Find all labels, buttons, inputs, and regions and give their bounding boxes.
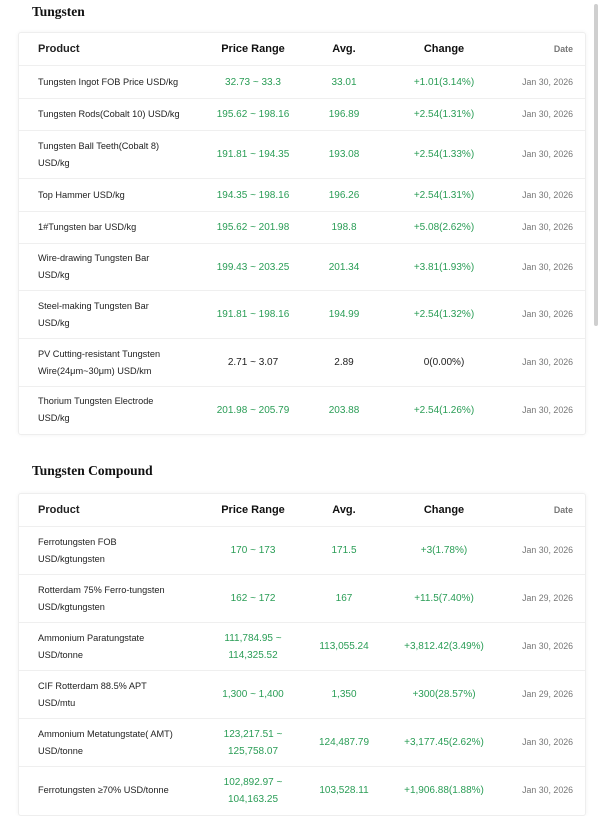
product-name[interactable]: Steel-making Tungsten Bar USD/kg — [38, 300, 149, 328]
product-name[interactable]: Ammonium Paratungstate USD/tonne — [38, 632, 145, 660]
product-name[interactable]: Tungsten Ball Teeth(Cobalt 8) USD/kg — [38, 140, 160, 168]
table-row[interactable] — [19, 244, 585, 291]
price-range: 162 ~ 172 — [197, 575, 309, 623]
table-row[interactable] — [19, 387, 585, 434]
price-change: +2.54(1.32%) — [379, 291, 491, 339]
table-row[interactable] — [19, 767, 585, 815]
product-name[interactable]: Wire-drawing Tungsten Bar USD/kg — [38, 253, 150, 280]
header-change[interactable]: Change — [379, 494, 491, 527]
table-row[interactable] — [19, 99, 585, 131]
price-date: Jan 30, 2026 — [491, 291, 585, 339]
price-change: +300(28.57%) — [379, 671, 491, 719]
avg-price: 171.5 — [309, 527, 379, 575]
price-range: 191.81 ~ 198.16 — [197, 291, 309, 339]
price-change: +3(1.78%) — [379, 527, 491, 575]
price-table — [19, 33, 585, 434]
price-change: +3,177.45(2.62%) — [379, 719, 491, 767]
avg-price: 1,350 — [309, 671, 379, 719]
table-row[interactable] — [19, 291, 585, 339]
header-avg[interactable]: Avg. — [309, 33, 379, 66]
table-row[interactable] — [19, 339, 585, 387]
price-change: +11.5(7.40%) — [379, 575, 491, 623]
price-range: 199.43 ~ 203.25 — [197, 244, 309, 291]
avg-price: 203.88 — [328, 404, 360, 416]
product-name[interactable]: Tungsten Rods(Cobalt 10) USD/kg — [38, 109, 180, 119]
price-range: 195.62 ~ 201.98 — [197, 212, 309, 244]
price-change: 0(0.00%) — [379, 339, 491, 387]
price-change: +1.01(3.14%) — [379, 66, 491, 99]
price-change: +3,812.42(3.49%) — [379, 623, 491, 671]
avg-price: 201.34 — [309, 244, 379, 291]
header-price-range[interactable]: Price Range — [197, 33, 309, 66]
price-change: +1,906.88(1.88%) — [404, 785, 484, 797]
price-range: 32.73 ~ 33.3 — [197, 66, 309, 99]
avg-price: 196.26 — [309, 179, 379, 212]
price-change: +2.54(1.31%) — [379, 99, 491, 131]
product-name[interactable]: Ferrotungsten ≥70% USD/tonne — [38, 785, 169, 796]
price-date: Jan 30, 2026 — [491, 623, 585, 671]
price-table-card — [18, 493, 586, 816]
header-change[interactable]: Change — [379, 33, 491, 66]
product-name[interactable]: Ammonium Metatungstate( AMT) USD/tonne — [38, 728, 173, 756]
price-range: 201.98 ~ 205.79 — [216, 404, 290, 416]
scrollbar[interactable] — [594, 4, 598, 326]
product-name[interactable]: Top Hammer USD/kg — [38, 189, 125, 200]
price-range: 2.71 ~ 3.07 — [197, 339, 309, 387]
header-product[interactable]: Product — [19, 33, 197, 66]
price-date: Jan 30, 2026 — [491, 179, 585, 212]
price-change: +2.54(1.31%) — [379, 179, 491, 212]
table-row[interactable] — [19, 623, 585, 671]
price-range: 111,784.95 ~ 114,325.52 — [224, 632, 282, 661]
table-row[interactable] — [19, 671, 585, 719]
price-date: Jan 30, 2026 — [491, 527, 585, 575]
price-table — [19, 494, 585, 815]
price-date: Jan 30, 2026 — [491, 66, 585, 99]
price-date: Jan 29, 2026 — [491, 671, 585, 719]
avg-price: 33.01 — [309, 66, 379, 99]
price-range: 170 ~ 173 — [197, 527, 309, 575]
product-name[interactable]: Tungsten Ingot FOB Price USD/kg — [38, 76, 179, 87]
price-range: 194.35 ~ 198.16 — [197, 179, 309, 212]
header-product[interactable]: Product — [19, 494, 197, 527]
table-row[interactable] — [19, 131, 585, 179]
avg-price: 194.99 — [309, 291, 379, 339]
price-change: +2.54(1.33%) — [379, 131, 491, 179]
table-header-row — [19, 494, 585, 527]
product-name[interactable]: PV Cutting-resistant Tungsten Wire(24μm~30μm) USD/km — [38, 348, 161, 376]
price-range: 191.81 ~ 194.35 — [197, 131, 309, 179]
product-name[interactable]: Ferrotungsten FOB USD/kgtungsten — [38, 536, 117, 564]
avg-price: 167 — [309, 575, 379, 623]
price-change: +5.08(2.62%) — [379, 212, 491, 244]
price-table-card — [18, 32, 586, 435]
section-title: Tungsten — [32, 4, 85, 19]
table-row[interactable] — [19, 719, 585, 767]
table-row[interactable] — [19, 66, 585, 99]
avg-price: 198.8 — [309, 212, 379, 244]
avg-price: 124,487.79 — [309, 719, 379, 767]
price-range: 1,300 ~ 1,400 — [197, 671, 309, 719]
price-date: Jan 30, 2026 — [491, 244, 585, 291]
avg-price: 193.08 — [309, 131, 379, 179]
header-date[interactable]: Date — [491, 494, 585, 527]
price-date: Jan 30, 2026 — [491, 339, 585, 387]
avg-price: 2.89 — [309, 339, 379, 387]
avg-price: 103,528.11 — [319, 785, 369, 797]
price-range: 123,217.51 ~ 125,758.07 — [223, 728, 283, 757]
table-row[interactable] — [19, 212, 585, 244]
price-date: Jan 30, 2026 — [491, 212, 585, 244]
price-date: Jan 29, 2026 — [491, 575, 585, 623]
price-date: Jan 30, 2026 — [491, 131, 585, 179]
avg-price: 196.89 — [309, 99, 379, 131]
section-title: Tungsten Compound — [32, 463, 153, 478]
product-name[interactable]: CIF Rotterdam 88.5% APT USD/mtu — [38, 680, 147, 708]
price-date: Jan 30, 2026 — [491, 99, 585, 131]
price-range: 102,892.97 ~ 104,163.25 — [223, 776, 283, 805]
product-name[interactable]: 1#Tungsten bar USD/kg — [38, 222, 137, 232]
product-name[interactable]: Thorium Tungsten Electrode USD/kg — [38, 396, 154, 424]
avg-price: 113,055.24 — [309, 623, 379, 671]
price-date: Jan 30, 2026 — [522, 404, 573, 415]
price-range: 195.62 ~ 198.16 — [197, 99, 309, 131]
header-date[interactable]: Date — [491, 33, 585, 66]
price-change: +2.54(1.26%) — [413, 404, 475, 416]
price-date: Jan 30, 2026 — [522, 785, 573, 796]
price-date: Jan 30, 2026 — [491, 719, 585, 767]
header-avg[interactable]: Avg. — [309, 494, 379, 527]
table-row[interactable] — [19, 179, 585, 212]
price-change: +3.81(1.93%) — [379, 244, 491, 291]
header-price-range[interactable]: Price Range — [197, 494, 309, 527]
table-row[interactable] — [19, 527, 585, 575]
table-row[interactable] — [19, 575, 585, 623]
table-header-row — [19, 33, 585, 66]
product-name[interactable]: Rotterdam 75% Ferro-tungsten USD/kgtungsten — [38, 584, 165, 612]
